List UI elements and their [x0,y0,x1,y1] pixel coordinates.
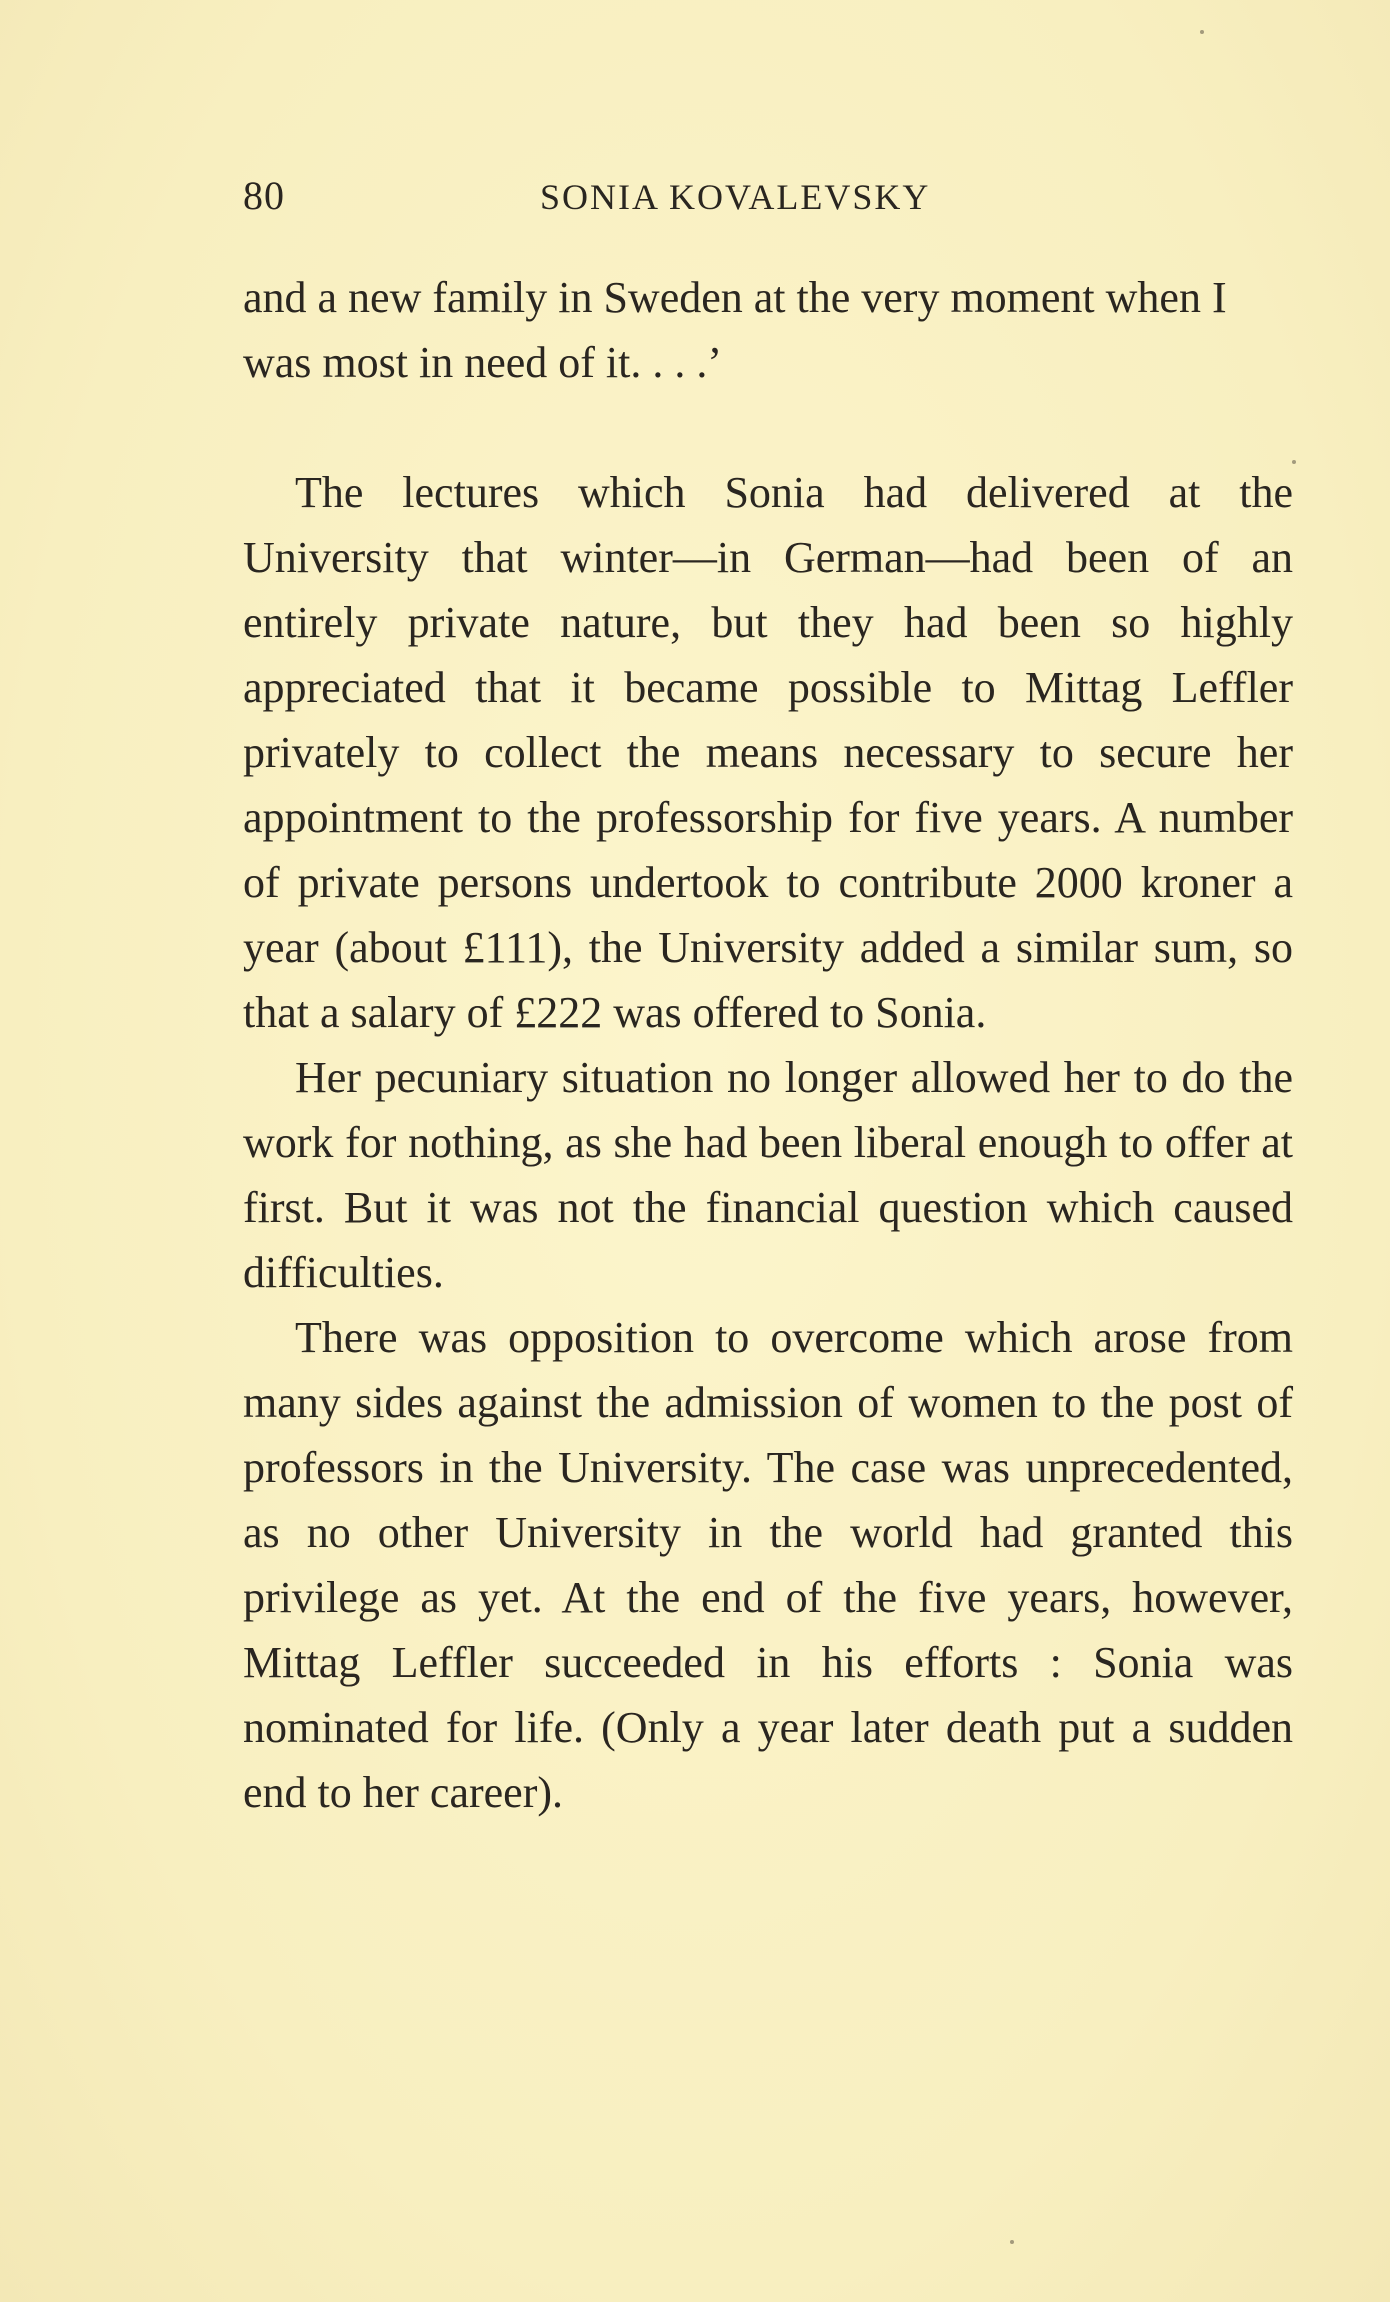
paragraph-lectures: The lectures which Sonia had delivered at the University that winter—in German—had been of an entirely private nature, but they had been so highly appreciated that it became possible to Mittag Leffler privately to collect the means necessary to secure her appointment to the professorship for five years. A number of private persons undertook to contribute 2000 kroner a year (about £111), the University added a similar sum, so that a salary of £222 was offered to Sonia. [243,468,1293,1037]
page-number: 80 [243,173,285,218]
paragraph-pecuniary: Her pecuniary situation no longer allowed her to do the work for nothing, as she had been liberal enough to offer at first. But it was not the financial question which caused difficulties. [243,1053,1293,1297]
body-text [243,265,1293,1825]
page-header [243,172,1293,232]
running-head: SONIA KOVALEVSKY [540,177,931,217]
paper-speck [1292,460,1296,464]
paper-speck [1010,2240,1014,2244]
paragraph-opposition: There was opposition to overcome which arose from many sides against the admission of women to the post of professors in the University. The case was unprecedented, as no other University in the world had granted this privilege as yet. At the end of the five years, however, Mittag Leffler succeeded in his efforts : Sonia was nominated for life. (Only a year later death put a sudden end to her career). [243,1313,1293,1817]
paper-speck [1200,30,1204,34]
paragraph-continuation: and a new family in Sweden at the very moment when I was most in need of it. . . .’ [243,273,1227,387]
